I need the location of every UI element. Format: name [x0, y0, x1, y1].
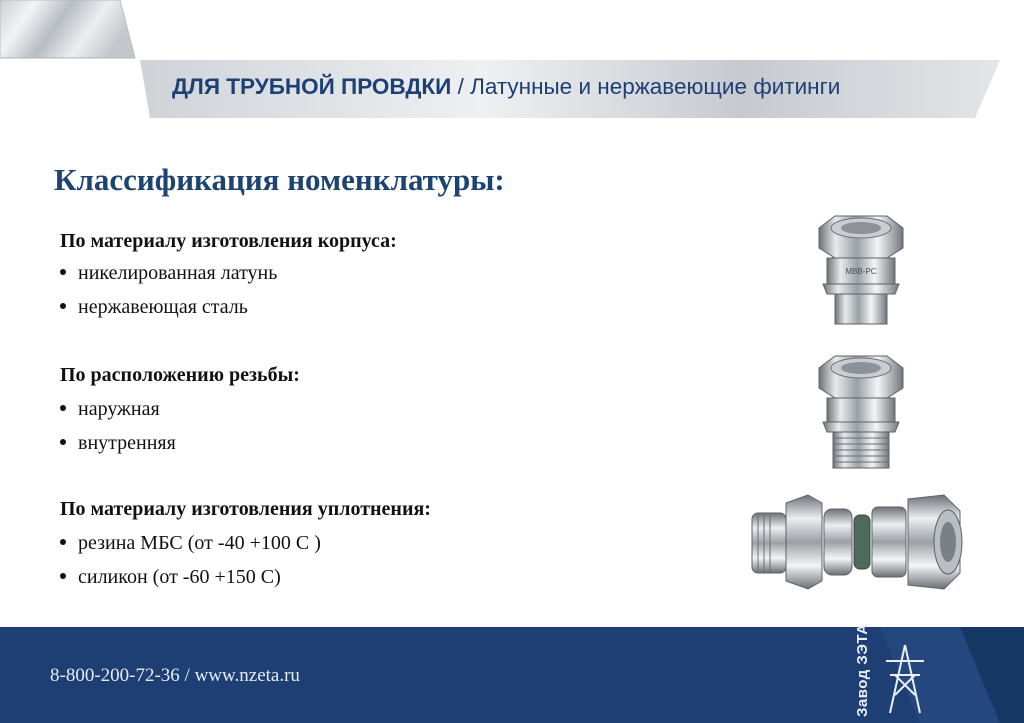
- list-item-label: внутренняя: [78, 432, 176, 454]
- page-title: Классификация номенклатуры:: [54, 162, 505, 197]
- bullet-icon: [60, 303, 66, 309]
- footer-contact: 8-800-200-72-36 / www.nzeta.ru: [50, 665, 300, 686]
- fitting-external-thread-image: [805, 210, 917, 330]
- list-item: [60, 262, 277, 285]
- bullet-icon: [60, 573, 66, 579]
- section-heading-seal-material: По материалу изготовления уплотнения:: [60, 498, 431, 520]
- list-item: [60, 296, 248, 319]
- svg-text:MBB-PC: MBB-PC: [845, 267, 877, 276]
- fitting-exploded-view-image: [748, 485, 974, 599]
- power-tower-icon: [880, 641, 930, 717]
- bullet-icon: [60, 269, 66, 275]
- list-item-label: резина МБС (от -40 +100 С ): [78, 532, 321, 554]
- company-logo: [852, 623, 932, 719]
- list-item: [60, 432, 176, 455]
- bullet-icon: [60, 439, 66, 445]
- list-item: [60, 398, 160, 421]
- logo-text: Завод ЗЭТА: [854, 623, 871, 717]
- list-item-label: наружная: [78, 398, 160, 420]
- header-title: [172, 74, 972, 100]
- section-heading-body-material: По материалу изготовления корпуса:: [60, 230, 397, 252]
- footer: [0, 623, 1024, 723]
- list-item-label: никелированная латунь: [78, 262, 278, 284]
- header-title-rest: / Латунные и нержавеющие фитинги: [451, 74, 841, 99]
- section-heading-thread-location: По расположению резьбы:: [60, 364, 300, 386]
- header-band: [0, 0, 1024, 120]
- header-title-bold: ДЛЯ ТРУБНОЙ ПРОВДКИ: [172, 74, 452, 99]
- list-item-label: силикон (от -60 +150 С): [78, 566, 281, 588]
- list-item: [60, 566, 281, 589]
- fitting-internal-thread-image: [805, 350, 917, 474]
- bullet-icon: [60, 539, 66, 545]
- list-item-label: нержавеющая сталь: [78, 296, 248, 318]
- bullet-icon: [60, 405, 66, 411]
- list-item: [60, 532, 321, 555]
